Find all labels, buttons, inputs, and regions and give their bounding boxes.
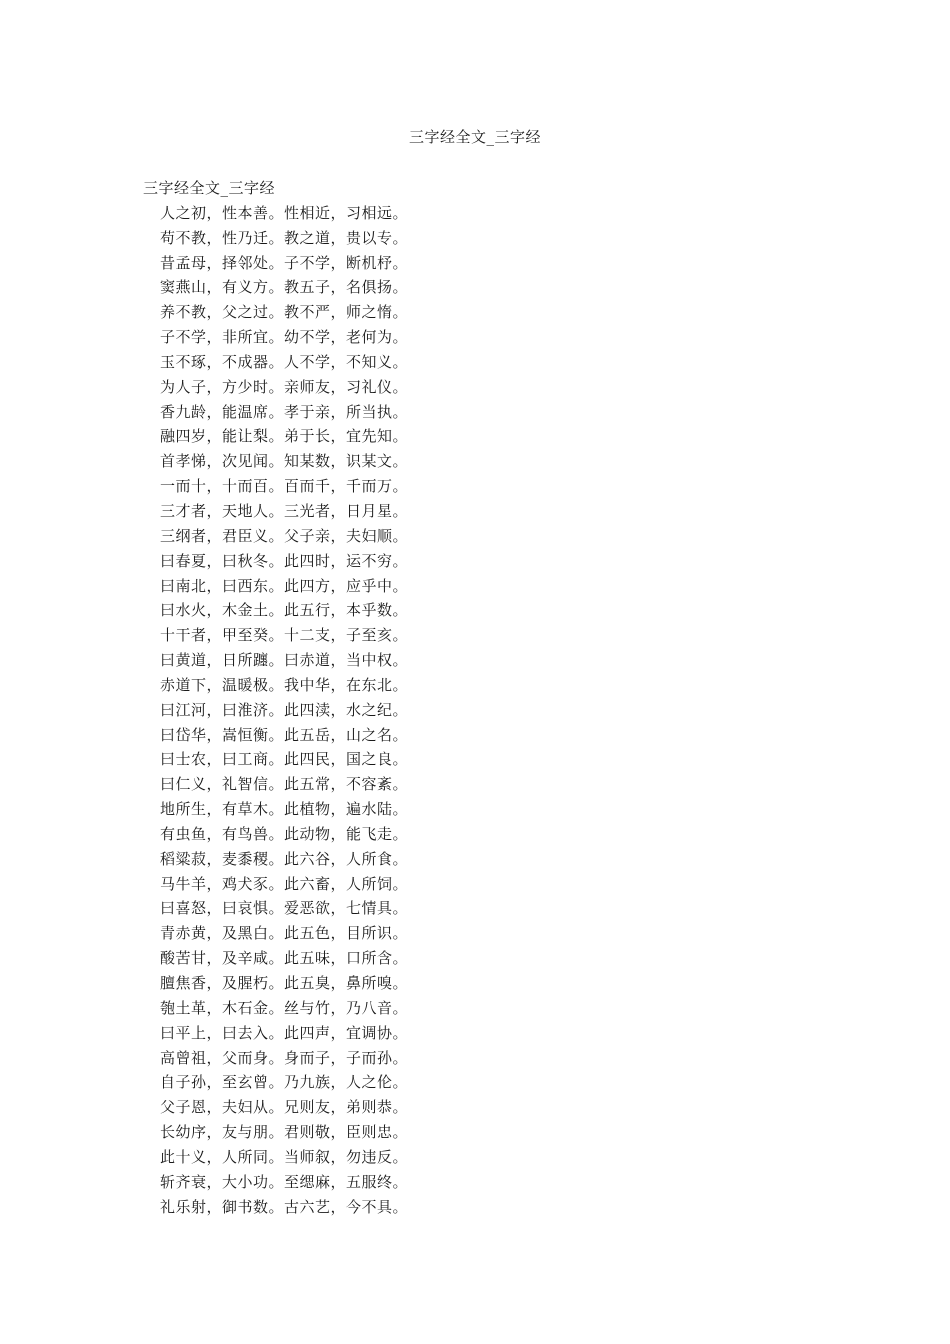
section-title: 三字经全文_三字经 bbox=[143, 179, 276, 197]
verse-line: 曰黄道，日所躔。曰赤道，当中权。 bbox=[160, 651, 409, 670]
verse-line: 三纲者，君臣义。父子亲，夫妇顺。 bbox=[160, 526, 409, 545]
verse-line: 曰岱华，嵩恒衡。此五岳，山之名。 bbox=[160, 725, 409, 744]
verse-line: 自子孙，至玄曾。乃九族，人之伦。 bbox=[160, 1073, 409, 1092]
verse-line: 曰春夏，曰秋冬。此四时，运不穷。 bbox=[160, 551, 409, 570]
verse-list bbox=[143, 201, 843, 1220]
verse-line: 子不学，非所宜。幼不学，老何为。 bbox=[160, 328, 409, 347]
verse-line: 为人子，方少时。亲师友，习礼仪。 bbox=[160, 377, 409, 396]
verse-line: 十干者，甲至癸。十二支，子至亥。 bbox=[160, 626, 409, 645]
verse-line: 地所生，有草木。此植物，遍水陆。 bbox=[160, 800, 409, 819]
verse-line: 酸苦甘，及辛咸。此五味，口所含。 bbox=[160, 949, 409, 968]
verse-line: 曰喜怒，曰哀惧。爱恶欲，七情具。 bbox=[160, 899, 409, 918]
verse-line: 昔孟母，择邻处。子不学，断机杼。 bbox=[160, 253, 409, 272]
verse-line: 匏土革，木石金。丝与竹，乃八音。 bbox=[160, 998, 409, 1017]
verse-line: 一而十，十而百。百而千，千而万。 bbox=[160, 477, 409, 496]
verse-line: 马牛羊，鸡犬豕。此六畜，人所饲。 bbox=[160, 874, 409, 893]
verse-line: 斩齐衰，大小功。至缌麻，五服终。 bbox=[160, 1172, 409, 1191]
verse-line: 窦燕山，有义方。教五子，名俱扬。 bbox=[160, 278, 409, 297]
verse-line: 曰士农，曰工商。此四民，国之良。 bbox=[160, 750, 409, 769]
verse-line: 曰平上，曰去入。此四声，宜调协。 bbox=[160, 1023, 409, 1042]
page-header-title: 三字经全文_三字经 bbox=[408, 128, 541, 146]
verse-line: 曰江河，曰淮济。此四渎，水之纪。 bbox=[160, 700, 409, 719]
verse-line: 三才者，天地人。三光者，日月星。 bbox=[160, 501, 409, 520]
verse-line: 此十义，人所同。当师叙，勿违反。 bbox=[160, 1147, 409, 1166]
verse-line: 高曾祖，父而身。身而子，子而孙。 bbox=[160, 1048, 409, 1067]
document-body bbox=[143, 176, 843, 1219]
verse-line: 养不教，父之过。教不严，师之惰。 bbox=[160, 303, 409, 322]
verse-line: 人之初，性本善。性相近，习相远。 bbox=[160, 203, 409, 222]
verse-line: 稻粱菽，麦黍稷。此六谷，人所食。 bbox=[160, 849, 409, 868]
verse-line: 赤道下，温暖极。我中华，在东北。 bbox=[160, 675, 409, 694]
verse-line: 曰水火，木金土。此五行，本乎数。 bbox=[160, 601, 409, 620]
verse-line: 膻焦香，及腥朽。此五臭，鼻所嗅。 bbox=[160, 974, 409, 992]
verse-line: 青赤黄，及黑白。此五色，目所识。 bbox=[160, 924, 409, 943]
verse-line: 香九龄，能温席。孝于亲，所当执。 bbox=[160, 402, 409, 421]
verse-line: 曰南北，曰西东。此四方，应乎中。 bbox=[160, 576, 409, 595]
verse-line: 曰仁义，礼智信。此五常，不容紊。 bbox=[160, 775, 409, 794]
verse-line: 长幼序，友与朋。君则敬，臣则忠。 bbox=[160, 1123, 409, 1142]
verse-line: 玉不琢，不成器。人不学，不知义。 bbox=[160, 352, 409, 371]
verse-line: 首孝悌，次见闻。知某数，识某文。 bbox=[160, 452, 409, 471]
verse-line: 父子恩，夫妇从。兄则友，弟则恭。 bbox=[160, 1098, 409, 1117]
verse-line: 融四岁，能让梨。弟于长，宜先知。 bbox=[160, 427, 409, 446]
verse-line: 有虫鱼，有鸟兽。此动物，能飞走。 bbox=[160, 824, 409, 843]
verse-line: 礼乐射，御书数。古六艺，今不具。 bbox=[160, 1197, 409, 1216]
verse-line: 苟不教，性乃迁。教之道，贵以专。 bbox=[160, 228, 409, 247]
